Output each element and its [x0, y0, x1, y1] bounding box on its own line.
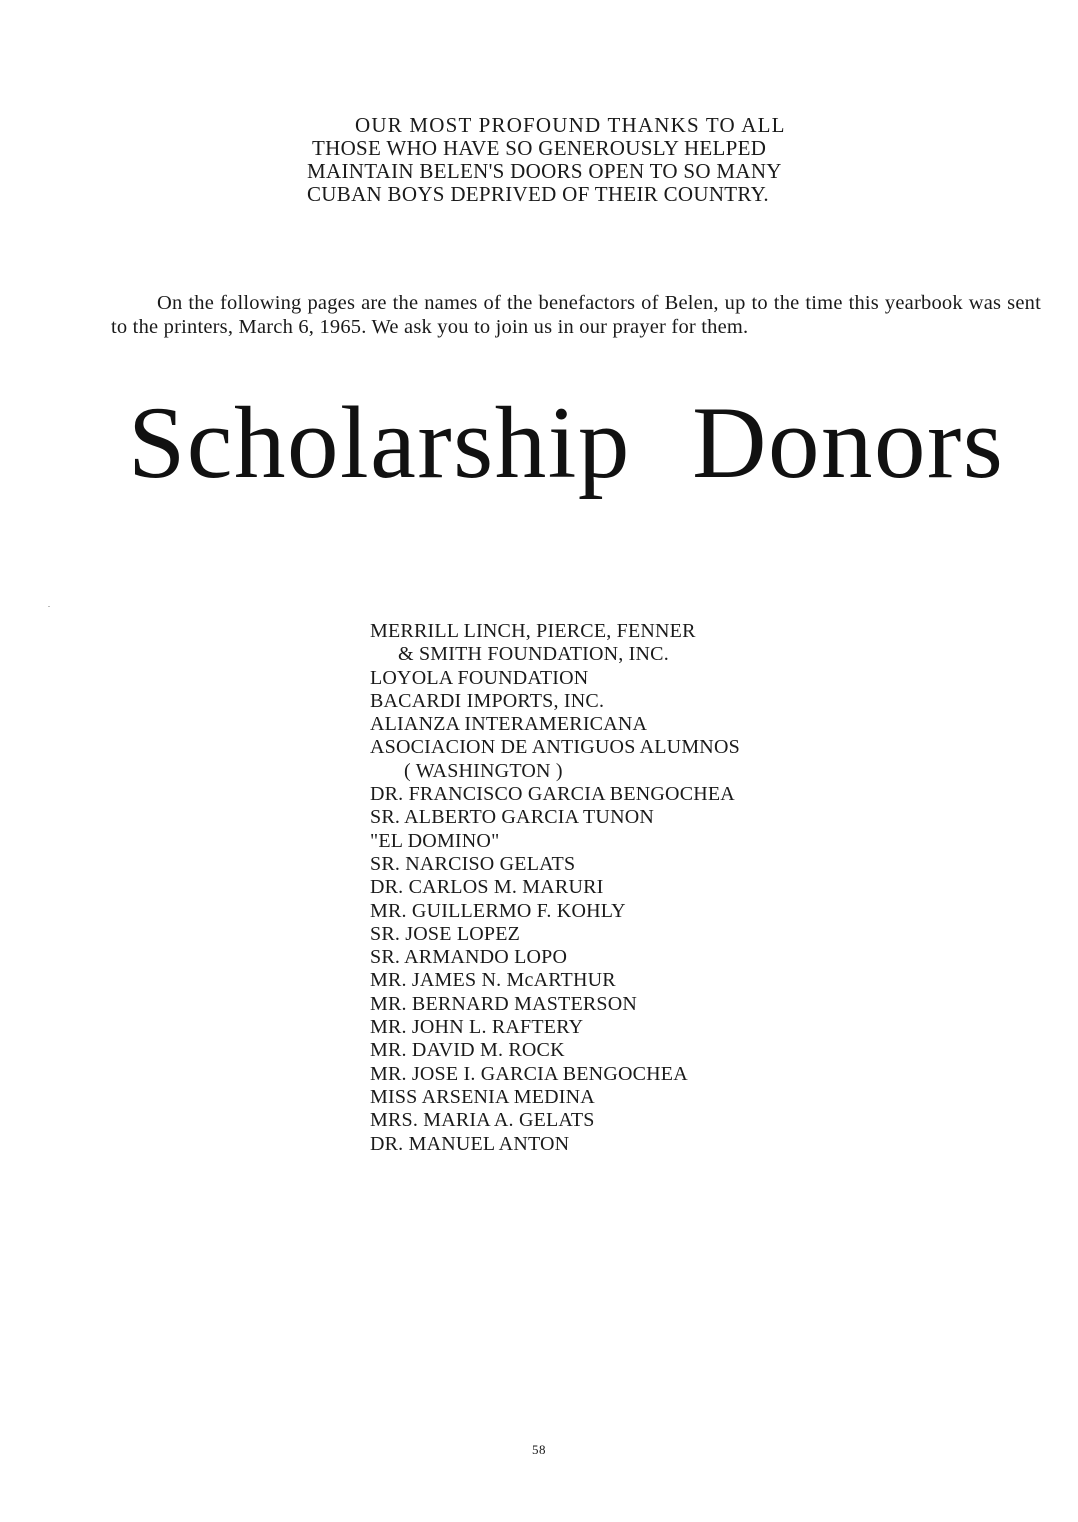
donor-name: DR. FRANCISCO GARCIA BENGOCHEA — [370, 783, 735, 806]
donor-item — [370, 1086, 890, 1109]
donor-name: MR. JOSE I. GARCIA BENGOCHEA — [370, 1062, 688, 1085]
donor-item — [370, 900, 890, 923]
donor-name: ASOCIACION DE ANTIGUOS ALUMNOS — [370, 736, 740, 759]
donor-name: MR. BERNARD MASTERSON — [370, 992, 638, 1015]
donor-name: MR. GUILLERMO F. KOHLY — [370, 899, 626, 922]
donor-item — [370, 969, 890, 992]
donor-name: SR. JOSE LOPEZ — [370, 922, 521, 945]
donor-name: LOYOLA FOUNDATION — [370, 666, 589, 689]
donor-name: SR. ALBERTO GARCIA TUNON — [370, 806, 655, 829]
donor-name: MR. DAVID M. ROCK — [370, 1039, 565, 1062]
donor-item — [370, 1109, 890, 1132]
donor-name: BACARDI IMPORTS, INC. — [370, 689, 605, 712]
donor-item — [370, 1133, 890, 1156]
donor-name-continuation: ( WASHINGTON ) — [404, 759, 563, 782]
donor-name: MERRILL LINCH, PIERCE, FENNER — [370, 620, 696, 642]
donor-name: SR. NARCISO GELATS — [370, 852, 576, 875]
donor-item — [370, 806, 890, 829]
donor-item — [370, 923, 890, 946]
donor-item — [370, 993, 890, 1016]
donor-name: MRS. MARIA A. GELATS — [370, 1109, 595, 1132]
donor-item — [370, 946, 890, 969]
donor-name: DR. MANUEL ANTON — [370, 1132, 570, 1155]
donor-name: MISS ARSENIA MEDINA — [370, 1085, 595, 1108]
intro-paragraph: On the following pages are the names of the benefactors of Belen, up to the time this yearbook was sent to the printers, March 6, 1965. We ask you to join us in our prayer for them. — [111, 291, 1041, 338]
donor-name: SR. ARMANDO LOPO — [370, 946, 568, 969]
thanks-message — [307, 114, 867, 206]
page-number: 58 — [532, 1442, 546, 1457]
donor-item — [370, 783, 890, 806]
donor-name: DR. CARLOS M. MARURI — [370, 876, 604, 899]
donor-item — [370, 667, 890, 690]
donor-name: MR. JOHN L. RAFTERY — [370, 1016, 584, 1039]
donor-name: MR. JAMES N. McARTHUR — [370, 969, 616, 992]
donor-item — [370, 1063, 890, 1086]
donor-name: ALIANZA INTERAMERICANA — [370, 713, 648, 736]
thanks-line: MAINTAIN BELEN'S DOORS OPEN TO SO MANY — [307, 159, 782, 183]
donor-item — [370, 713, 890, 736]
donor-item — [370, 736, 890, 783]
donor-name: "EL DOMINO" — [370, 829, 500, 852]
donor-item — [370, 830, 890, 853]
donor-item — [370, 876, 890, 899]
donor-list — [370, 620, 890, 1156]
thanks-line: OUR MOST PROFOUND THANKS TO ALL — [355, 113, 786, 137]
thanks-line: CUBAN BOYS DEPRIVED OF THEIR COUNTRY. — [307, 182, 769, 206]
print-speck — [48, 606, 50, 607]
donor-name-continuation: & SMITH FOUNDATION, INC. — [398, 643, 669, 666]
donor-item — [370, 620, 890, 667]
thanks-line: THOSE WHO HAVE SO GENEROUSLY HELPED — [312, 136, 767, 160]
donor-item — [370, 853, 890, 876]
donor-item — [370, 1016, 890, 1039]
page-title: Scholarship Donors — [128, 386, 1005, 500]
donor-item — [370, 1039, 890, 1062]
donor-item — [370, 690, 890, 713]
